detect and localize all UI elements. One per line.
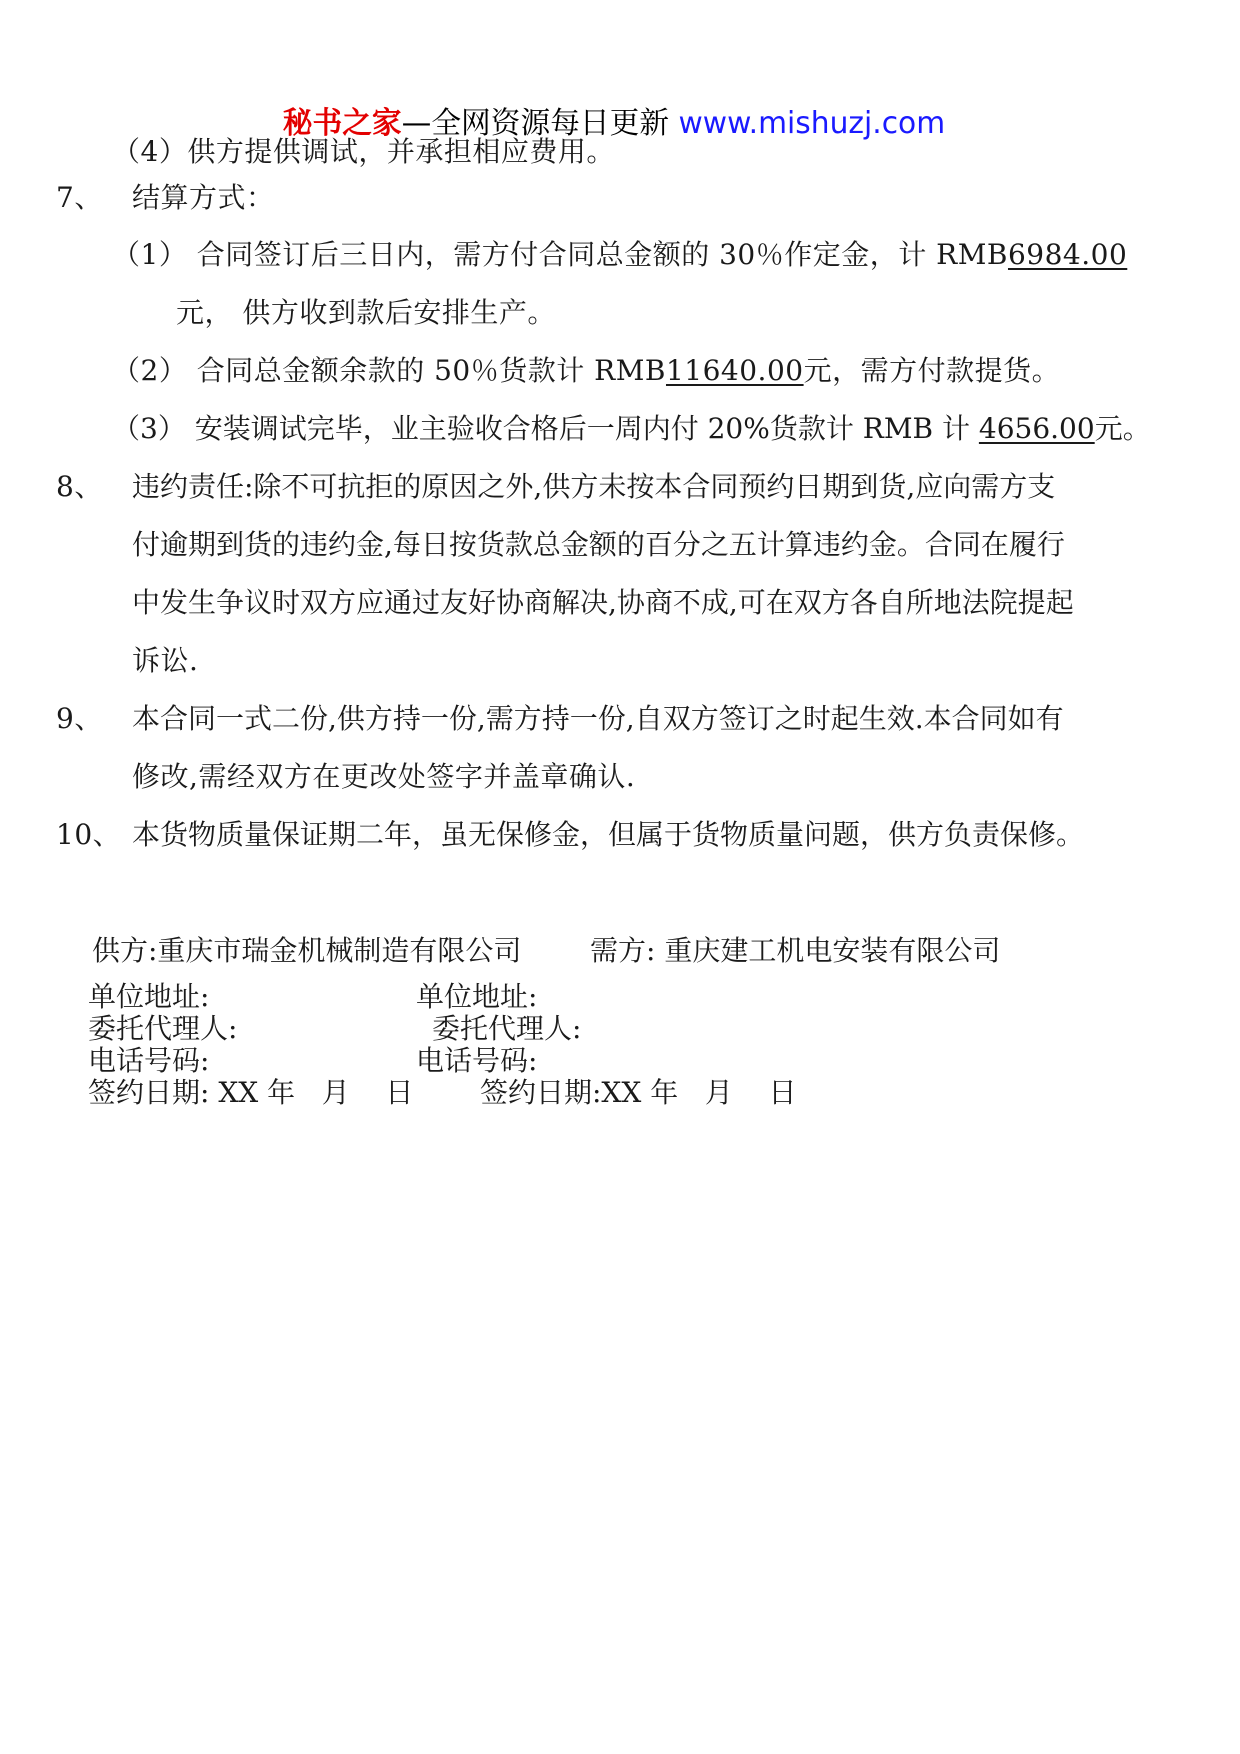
section-7-number: 7、 [56, 181, 103, 214]
payment-1-amount: 6984.00 [1007, 238, 1128, 271]
section-10-line-1: 本货物质量保证期二年，虽无保修金，但属于货物质量问题，供方负责保修。 [132, 818, 1085, 851]
payment-3-text: （3） 安装调试完毕，业主验收合格后一周内付 20%货款计 RMB 计 [112, 412, 979, 445]
buyer-agent-label: 委托代理人: [432, 1012, 582, 1045]
payment-3-amount: 4656.00 [978, 412, 1095, 445]
section-8-line-1: 违约责任:除不可抗拒的原因之外,供方未按本合同预约日期到货,应向需方支 [132, 470, 1056, 503]
payment-2-amount: 11640.00 [665, 354, 804, 387]
section-9-number: 9、 [56, 702, 103, 735]
header-url[interactable]: www.mishuzj.com [678, 106, 946, 141]
supplier-name: 供方:重庆市瑞金机械制造有限公司 [92, 934, 522, 967]
payment-1-text: （1） 合同签订后三日内，需方付合同总金额的 30％作定金，计 RMB [112, 238, 1008, 271]
buyer-name: 需方: 重庆建工机电安装有限公司 [590, 934, 1001, 967]
payment-2-line [112, 353, 1060, 389]
section-9-line-1: 本合同一式二份,供方持一份,需方持一份,自双方签订之时起生效.本合同如有 [132, 702, 1064, 735]
payment-3-tail: 元。 [1094, 412, 1151, 445]
section-9-line-2: 修改,需经双方在更改处签字并盖章确认. [132, 760, 636, 793]
section-10-number: 10、 [56, 818, 122, 851]
section-8-line-4: 诉讼. [132, 644, 199, 677]
header-brand: 秘书之家 [282, 106, 402, 141]
payment-1-line [112, 237, 1127, 273]
section-7-title: 结算方式： [132, 181, 275, 214]
buyer-sign-date: 签约日期:XX 年 月 日 [480, 1076, 797, 1109]
buyer-address-label: 单位地址: [416, 980, 538, 1013]
payment-3-line [112, 411, 1151, 447]
payment-2-text: （2） 合同总金额余款的 50％货款计 RMB [112, 354, 666, 387]
section-8-line-2: 付逾期到货的违约金,每日按货款总金额的百分之五计算违约金。合同在履行 [132, 528, 1065, 561]
supplier-phone-label: 电话号码: [88, 1044, 210, 1077]
payment-1-continuation: 元， 供方收到款后安排生产。 [176, 296, 556, 329]
item-4-line: （4）供方提供调试，并承担相应费用。 [112, 135, 615, 168]
section-8-number: 8、 [56, 470, 103, 503]
header-tagline: —全网资源每日更新 [401, 106, 679, 141]
buyer-phone-label: 电话号码: [416, 1044, 538, 1077]
supplier-address-label: 单位地址: [88, 980, 210, 1013]
supplier-agent-label: 委托代理人: [88, 1012, 238, 1045]
supplier-sign-date: 签约日期: XX 年 月 日 [88, 1076, 414, 1109]
payment-2-tail: 元，需方付款提货。 [803, 354, 1061, 387]
section-8-line-3: 中发生争议时双方应通过友好协商解决,协商不成,可在双方各自所地法院提起 [132, 586, 1074, 619]
